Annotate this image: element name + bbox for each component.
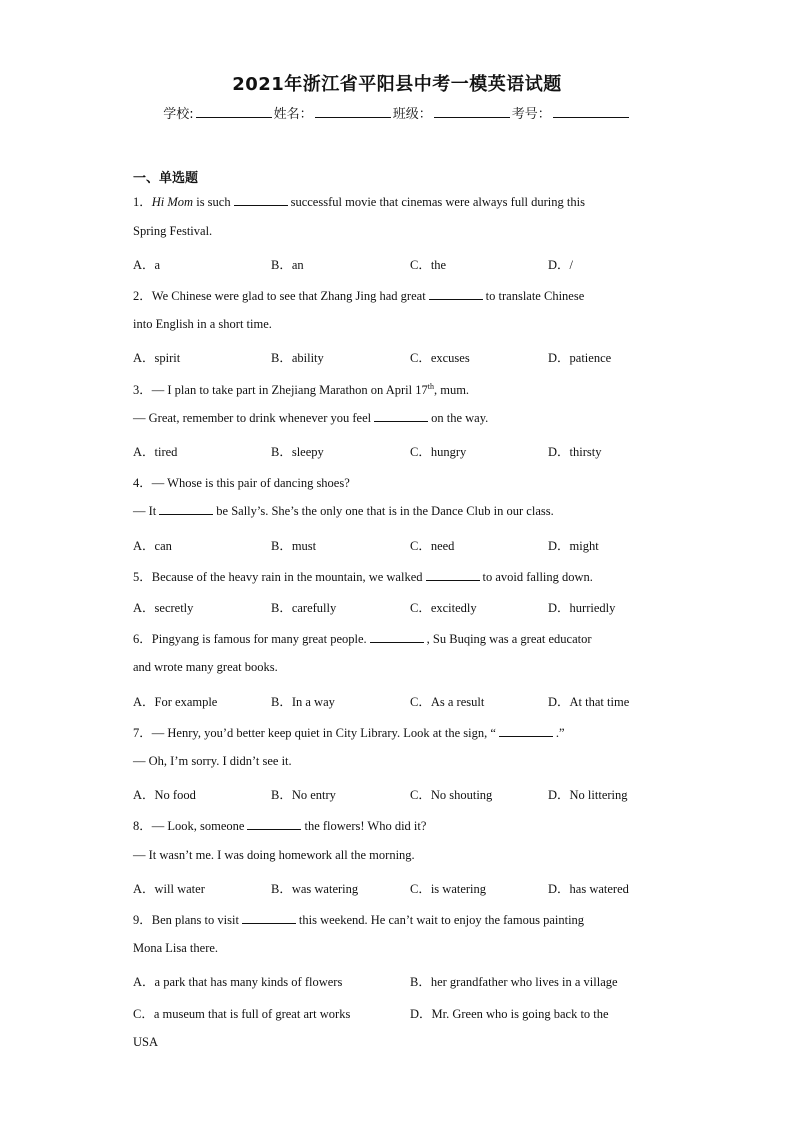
ordinal-suffix: th [427, 381, 434, 391]
option-d-continued: USA [133, 1035, 159, 1049]
question-7-line-1 [133, 723, 565, 741]
question-number: 8． [133, 819, 152, 833]
option-c[interactable]: C．hungry [410, 445, 467, 459]
question-8-line-1 [133, 816, 426, 834]
option-a[interactable]: A．tired [133, 445, 178, 459]
option-d[interactable]: D．At that time [548, 695, 630, 709]
question-6-line-2: and wrote many great books. [133, 660, 278, 674]
option-b[interactable]: B．ability [271, 351, 324, 365]
option-a[interactable]: A．spirit [133, 351, 181, 365]
option-d[interactable]: D．/ [548, 258, 574, 272]
question-number: 3． [133, 383, 152, 397]
question-3-line-2 [133, 411, 488, 426]
answer-blank[interactable] [159, 504, 213, 515]
question-9-line-2: Mona Lisa there. [133, 941, 219, 955]
question-text: this weekend. He can’t wait to enjoy the famous painting [298, 913, 585, 927]
question-text: , mum. [433, 383, 470, 397]
question-5-line-1 [133, 567, 593, 585]
name-blank[interactable] [315, 105, 391, 118]
question-3-line-1 [133, 380, 469, 398]
option-c[interactable]: C．As a result [410, 695, 485, 709]
option-a[interactable]: A．will water [133, 882, 205, 896]
option-b[interactable]: B．In a way [271, 695, 335, 709]
school-blank[interactable] [196, 105, 272, 118]
number-blank[interactable] [553, 105, 629, 118]
option-c[interactable]: C．is watering [410, 882, 487, 896]
option-b[interactable]: B．her grandfather who lives in a village [410, 975, 618, 989]
option-a[interactable]: A．can [133, 539, 172, 553]
option-a[interactable]: A．For example [133, 695, 218, 709]
answer-blank[interactable] [426, 570, 480, 581]
option-a[interactable]: A．secretly [133, 601, 194, 615]
answer-blank[interactable] [242, 913, 296, 924]
option-d[interactable]: D．hurriedly [548, 601, 616, 615]
option-d[interactable]: D．patience [548, 351, 612, 365]
question-text: is such [193, 195, 231, 209]
option-b[interactable]: B．carefully [271, 601, 337, 615]
question-text: on the way. [431, 411, 489, 425]
option-c[interactable]: C．excuses [410, 351, 470, 365]
option-d[interactable]: D．thirsty [548, 445, 602, 459]
question-number: 4． [133, 476, 152, 490]
question-6-line-1 [133, 629, 592, 647]
question-text: the flowers! Who did it? [304, 819, 427, 833]
option-c[interactable]: C．need [410, 539, 455, 553]
question-number: 2． [133, 289, 152, 303]
option-a[interactable]: A．a [133, 258, 161, 272]
option-d[interactable]: D．might [548, 539, 599, 553]
question-text: — Whose is this pair of dancing shoes? [151, 476, 350, 490]
option-a[interactable]: A．a park that has many kinds of flowers [133, 975, 343, 989]
question-number: 7． [133, 726, 152, 740]
answer-blank[interactable] [374, 411, 428, 422]
question-1-line-2: Spring Festival. [133, 224, 213, 238]
answer-blank[interactable] [247, 819, 301, 830]
question-text: Ben plans to visit [151, 913, 239, 927]
question-1-line-1 [133, 192, 585, 210]
question-8-line-2: — It wasn’t me. I was doing homework all the morning. [133, 848, 415, 862]
question-text: , Su Buqing was a great educator [426, 632, 592, 646]
question-number: 5． [133, 570, 152, 584]
section-heading: 一、单选题 [133, 171, 199, 186]
number-label: 考号： [511, 107, 551, 122]
option-c[interactable]: C．the [410, 258, 447, 272]
option-d[interactable]: D．Mr. Green who is going back to the [410, 1007, 609, 1021]
question-4-line-2 [133, 504, 554, 519]
class-label: 班级： [392, 107, 432, 122]
class-blank[interactable] [434, 105, 510, 118]
option-b[interactable]: B．was watering [271, 882, 359, 896]
option-b[interactable]: B．an [271, 258, 304, 272]
question-2-line-2: into English in a short time. [133, 317, 272, 331]
question-number: 6． [133, 632, 152, 646]
answer-blank[interactable] [234, 195, 288, 206]
question-text: to translate Chinese [485, 289, 585, 303]
exam-title: 2021年浙江省平阳县中考一模英语试题 [232, 74, 562, 95]
question-text: successful movie that cinemas were always full during this [290, 195, 585, 209]
question-text: — I plan to take part in Zhejiang Marathon on April 17 [151, 383, 428, 397]
question-7-line-2: — Oh, I’m sorry. I didn’t see it. [133, 754, 292, 768]
question-text: We Chinese were glad to see that Zhang Jing had great [151, 289, 426, 303]
option-b[interactable]: B．No entry [271, 788, 336, 802]
question-text: — Henry, you’d better keep quiet in City Library. Look at the sign, “ [151, 726, 496, 740]
question-text: — Great, remember to drink whenever you feel [133, 411, 372, 425]
school-label: 学校: [163, 107, 194, 122]
option-a[interactable]: A．No food [133, 788, 196, 802]
question-text: — Look, someone [151, 819, 245, 833]
question-4-line-1 [133, 473, 350, 491]
question-2-line-1 [133, 286, 584, 304]
answer-blank[interactable] [370, 632, 424, 643]
option-c[interactable]: C．No shouting [410, 788, 493, 802]
question-text: — It [133, 504, 157, 518]
option-b[interactable]: B．sleepy [271, 445, 324, 459]
option-d[interactable]: D．No littering [548, 788, 628, 802]
question-9-line-1 [133, 910, 584, 928]
answer-blank[interactable] [499, 726, 553, 737]
question-text: Pingyang is famous for many great people. [151, 632, 367, 646]
option-c[interactable]: C．excitedly [410, 601, 477, 615]
answer-blank[interactable] [429, 289, 483, 300]
option-c[interactable]: C．a museum that is full of great art works [133, 1007, 351, 1021]
question-text: be Sally’s. She’s the only one that is in the Dance Club in our class. [216, 504, 554, 518]
student-info-line [0, 103, 794, 122]
movie-title: Hi Mom [151, 195, 194, 209]
question-number: 9． [133, 913, 152, 927]
question-number: 1． [133, 195, 152, 209]
name-label: 姓名： [273, 107, 313, 122]
question-text: .” [555, 726, 565, 740]
option-b[interactable]: B．must [271, 539, 317, 553]
option-d[interactable]: D．has watered [548, 882, 629, 896]
question-text: Because of the heavy rain in the mountain, we walked [151, 570, 423, 584]
question-text: to avoid falling down. [482, 570, 593, 584]
